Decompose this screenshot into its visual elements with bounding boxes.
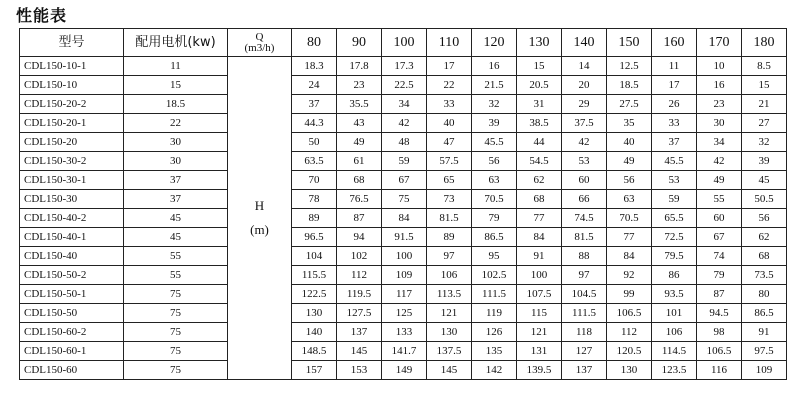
power-cell: 55 — [124, 247, 228, 266]
head-value-cell: 102.5 — [472, 266, 517, 285]
head-value-cell: 84 — [382, 209, 427, 228]
head-value-cell: 91 — [742, 323, 787, 342]
head-value-cell: 34 — [697, 133, 742, 152]
head-value-cell: 113.5 — [427, 285, 472, 304]
head-value-cell: 53 — [562, 152, 607, 171]
head-value-cell: 86.5 — [742, 304, 787, 323]
power-cell: 37 — [124, 171, 228, 190]
head-value-cell: 49 — [607, 152, 652, 171]
model-cell: CDL150-50-1 — [20, 285, 124, 304]
head-value-cell: 43 — [337, 114, 382, 133]
power-cell: 18.5 — [124, 95, 228, 114]
table-row — [20, 342, 787, 361]
head-value-cell: 70.5 — [472, 190, 517, 209]
table-row — [20, 247, 787, 266]
head-value-cell: 100 — [517, 266, 562, 285]
model-cell: CDL150-50 — [20, 304, 124, 323]
head-value-cell: 68 — [517, 190, 562, 209]
head-value-cell: 112 — [607, 323, 652, 342]
head-value-cell: 89 — [427, 228, 472, 247]
head-value-cell: 96.5 — [292, 228, 337, 247]
head-value-cell: 66 — [562, 190, 607, 209]
head-value-cell: 106 — [652, 323, 697, 342]
head-value-cell: 53 — [652, 171, 697, 190]
column-header-flow-value: 90 — [337, 29, 382, 57]
head-value-cell: 63 — [607, 190, 652, 209]
head-value-cell: 14 — [562, 57, 607, 76]
head-value-cell: 73.5 — [742, 266, 787, 285]
head-value-cell: 63.5 — [292, 152, 337, 171]
head-value-cell: 49 — [337, 133, 382, 152]
head-value-cell: 79 — [697, 266, 742, 285]
head-value-cell: 95 — [472, 247, 517, 266]
head-value-cell: 8.5 — [742, 57, 787, 76]
head-value-cell: 54.5 — [517, 152, 562, 171]
head-value-cell: 22 — [427, 76, 472, 95]
power-cell: 45 — [124, 209, 228, 228]
head-value-cell: 81.5 — [562, 228, 607, 247]
head-value-cell: 17 — [427, 57, 472, 76]
power-cell: 15 — [124, 76, 228, 95]
head-value-cell: 84 — [517, 228, 562, 247]
head-value-cell: 137.5 — [427, 342, 472, 361]
power-cell: 75 — [124, 304, 228, 323]
head-value-cell: 112 — [337, 266, 382, 285]
head-value-cell: 16 — [697, 76, 742, 95]
head-value-cell: 68 — [742, 247, 787, 266]
head-value-cell: 93.5 — [652, 285, 697, 304]
head-value-cell: 99 — [607, 285, 652, 304]
head-value-cell: 137 — [562, 361, 607, 380]
column-header-flow-value: 150 — [607, 29, 652, 57]
column-header-flow-value: 140 — [562, 29, 607, 57]
head-value-cell: 120.5 — [607, 342, 652, 361]
head-value-cell: 37.5 — [562, 114, 607, 133]
table-row — [20, 95, 787, 114]
column-header-flow-value: 170 — [697, 29, 742, 57]
head-value-cell: 56 — [607, 171, 652, 190]
model-cell: CDL150-30-2 — [20, 152, 124, 171]
table-row — [20, 209, 787, 228]
head-value-cell: 91 — [517, 247, 562, 266]
model-cell: CDL150-20-2 — [20, 95, 124, 114]
head-value-cell: 131 — [517, 342, 562, 361]
table-row — [20, 76, 787, 95]
head-value-cell: 17.3 — [382, 57, 427, 76]
model-cell: CDL150-20 — [20, 133, 124, 152]
head-value-cell: 121 — [517, 323, 562, 342]
head-value-cell: 57.5 — [427, 152, 472, 171]
head-value-cell: 17.8 — [337, 57, 382, 76]
head-value-cell: 115.5 — [292, 266, 337, 285]
model-cell: CDL150-20-1 — [20, 114, 124, 133]
head-value-cell: 80 — [742, 285, 787, 304]
table-row — [20, 171, 787, 190]
head-value-cell: 74 — [697, 247, 742, 266]
power-cell: 45 — [124, 228, 228, 247]
head-value-cell: 59 — [652, 190, 697, 209]
head-value-cell: 77 — [517, 209, 562, 228]
head-value-cell: 79.5 — [652, 247, 697, 266]
head-value-cell: 62 — [742, 228, 787, 247]
head-value-cell: 130 — [292, 304, 337, 323]
head-value-cell: 33 — [427, 95, 472, 114]
head-value-cell: 42 — [697, 152, 742, 171]
model-cell: CDL150-60-2 — [20, 323, 124, 342]
head-value-cell: 109 — [742, 361, 787, 380]
head-value-cell: 67 — [697, 228, 742, 247]
power-cell: 30 — [124, 133, 228, 152]
head-value-cell: 44.3 — [292, 114, 337, 133]
head-value-cell: 98 — [697, 323, 742, 342]
head-value-cell: 18.5 — [607, 76, 652, 95]
head-value-cell: 47 — [427, 133, 472, 152]
head-value-cell: 97 — [427, 247, 472, 266]
head-value-cell: 94.5 — [697, 304, 742, 323]
head-value-cell: 29 — [562, 95, 607, 114]
model-cell: CDL150-60 — [20, 361, 124, 380]
power-cell: 55 — [124, 266, 228, 285]
head-value-cell: 106.5 — [697, 342, 742, 361]
table-row — [20, 304, 787, 323]
model-cell: CDL150-40 — [20, 247, 124, 266]
head-value-cell: 50 — [292, 133, 337, 152]
head-value-cell: 55 — [697, 190, 742, 209]
head-value-cell: 145 — [337, 342, 382, 361]
head-value-cell: 145 — [427, 361, 472, 380]
table-row — [20, 133, 787, 152]
head-value-cell: 21 — [742, 95, 787, 114]
table-row — [20, 323, 787, 342]
head-value-cell: 72.5 — [652, 228, 697, 247]
column-header-flow-value: 120 — [472, 29, 517, 57]
head-value-cell: 35 — [607, 114, 652, 133]
head-value-cell: 22.5 — [382, 76, 427, 95]
head-value-cell: 78 — [292, 190, 337, 209]
power-cell: 75 — [124, 285, 228, 304]
head-value-cell: 35.5 — [337, 95, 382, 114]
head-value-cell: 142 — [472, 361, 517, 380]
power-cell: 75 — [124, 342, 228, 361]
head-value-cell: 65 — [427, 171, 472, 190]
model-cell: CDL150-60-1 — [20, 342, 124, 361]
column-header-flow-value: 130 — [517, 29, 562, 57]
head-value-cell: 76.5 — [337, 190, 382, 209]
head-value-cell: 38.5 — [517, 114, 562, 133]
head-value-cell: 37 — [652, 133, 697, 152]
head-value-cell: 116 — [697, 361, 742, 380]
head-value-cell: 88 — [562, 247, 607, 266]
head-value-cell: 122.5 — [292, 285, 337, 304]
head-value-cell: 20 — [562, 76, 607, 95]
head-value-cell: 119.5 — [337, 285, 382, 304]
head-value-cell: 49 — [697, 171, 742, 190]
head-value-cell: 20.5 — [517, 76, 562, 95]
page-title: 性能表 — [16, 6, 68, 25]
head-value-cell: 94 — [337, 228, 382, 247]
head-value-cell: 86.5 — [472, 228, 517, 247]
head-value-cell: 34 — [382, 95, 427, 114]
head-value-cell: 139.5 — [517, 361, 562, 380]
table-row — [20, 228, 787, 247]
head-value-cell: 59 — [382, 152, 427, 171]
head-value-cell: 89 — [292, 209, 337, 228]
head-value-cell: 16 — [472, 57, 517, 76]
head-value-cell: 68 — [337, 171, 382, 190]
head-value-cell: 42 — [382, 114, 427, 133]
head-value-cell: 91.5 — [382, 228, 427, 247]
head-value-cell: 97 — [562, 266, 607, 285]
head-value-cell: 27.5 — [607, 95, 652, 114]
head-value-cell: 148.5 — [292, 342, 337, 361]
head-value-cell: 81.5 — [427, 209, 472, 228]
table-row — [20, 266, 787, 285]
head-value-cell: 27 — [742, 114, 787, 133]
head-value-cell: 56 — [742, 209, 787, 228]
head-value-cell: 104 — [292, 247, 337, 266]
column-header-flow-value: 110 — [427, 29, 472, 57]
head-value-cell: 92 — [607, 266, 652, 285]
head-value-cell: 130 — [607, 361, 652, 380]
head-value-cell: 61 — [337, 152, 382, 171]
head-value-cell: 153 — [337, 361, 382, 380]
head-value-cell: 126 — [472, 323, 517, 342]
head-value-cell: 130 — [427, 323, 472, 342]
head-value-cell: 74.5 — [562, 209, 607, 228]
head-value-cell: 114.5 — [652, 342, 697, 361]
head-value-cell: 133 — [382, 323, 427, 342]
head-value-cell: 86 — [652, 266, 697, 285]
power-cell: 11 — [124, 57, 228, 76]
model-cell: CDL150-10-1 — [20, 57, 124, 76]
table-row — [20, 361, 787, 380]
head-value-cell: 32 — [472, 95, 517, 114]
table-row — [20, 190, 787, 209]
head-value-cell: 135 — [472, 342, 517, 361]
head-value-cell: 127 — [562, 342, 607, 361]
column-header-flow-value: 160 — [652, 29, 697, 57]
head-value-cell: 60 — [697, 209, 742, 228]
model-cell: CDL150-30 — [20, 190, 124, 209]
power-cell: 75 — [124, 361, 228, 380]
head-value-cell: 50.5 — [742, 190, 787, 209]
head-value-cell: 45 — [742, 171, 787, 190]
head-value-cell: 23 — [697, 95, 742, 114]
head-value-cell: 140 — [292, 323, 337, 342]
power-cell: 30 — [124, 152, 228, 171]
model-cell: CDL150-30-1 — [20, 171, 124, 190]
head-value-cell: 97.5 — [742, 342, 787, 361]
head-value-cell: 118 — [562, 323, 607, 342]
head-value-cell: 127.5 — [337, 304, 382, 323]
table-body — [20, 57, 787, 380]
head-value-cell: 149 — [382, 361, 427, 380]
table-row — [20, 57, 787, 76]
head-value-cell: 15 — [742, 76, 787, 95]
head-value-cell: 102 — [337, 247, 382, 266]
head-value-cell: 30 — [697, 114, 742, 133]
power-cell: 22 — [124, 114, 228, 133]
table-row — [20, 114, 787, 133]
head-value-cell: 23 — [337, 76, 382, 95]
head-value-cell: 106 — [427, 266, 472, 285]
head-value-cell: 62 — [517, 171, 562, 190]
head-symbol: H — [254, 198, 265, 213]
head-value-cell: 125 — [382, 304, 427, 323]
head-value-cell: 63 — [472, 171, 517, 190]
head-value-cell: 21.5 — [472, 76, 517, 95]
head-value-cell: 33 — [652, 114, 697, 133]
model-cell: CDL150-40-1 — [20, 228, 124, 247]
head-value-cell: 12.5 — [607, 57, 652, 76]
column-header-model: 型号 — [20, 29, 124, 57]
head-value-cell: 42 — [562, 133, 607, 152]
head-value-cell: 141.7 — [382, 342, 427, 361]
head-unit: (m) — [250, 222, 269, 237]
head-value-cell: 77 — [607, 228, 652, 247]
head-value-cell: 106.5 — [607, 304, 652, 323]
head-value-cell: 40 — [607, 133, 652, 152]
head-value-cell: 65.5 — [652, 209, 697, 228]
head-value-cell: 24 — [292, 76, 337, 95]
head-value-cell: 117 — [382, 285, 427, 304]
head-value-cell: 137 — [337, 323, 382, 342]
flow-unit: (m3/h) — [244, 41, 275, 54]
head-value-cell: 111.5 — [472, 285, 517, 304]
head-value-cell: 56 — [472, 152, 517, 171]
column-header-power: 配用电机(kw) — [124, 29, 228, 57]
table-row — [20, 285, 787, 304]
head-value-cell: 123.5 — [652, 361, 697, 380]
head-value-cell: 40 — [427, 114, 472, 133]
head-value-cell: 39 — [472, 114, 517, 133]
column-header-flow-value: 80 — [292, 29, 337, 57]
head-value-cell: 111.5 — [562, 304, 607, 323]
head-value-cell: 48 — [382, 133, 427, 152]
head-value-cell: 32 — [742, 133, 787, 152]
head-value-cell: 87 — [337, 209, 382, 228]
model-cell: CDL150-10 — [20, 76, 124, 95]
column-header-flow — [228, 29, 292, 57]
head-value-cell: 109 — [382, 266, 427, 285]
table-header-row — [20, 29, 787, 57]
head-label-cell — [228, 57, 292, 380]
head-value-cell: 60 — [562, 171, 607, 190]
head-value-cell: 87 — [697, 285, 742, 304]
head-value-cell: 17 — [652, 76, 697, 95]
head-value-cell: 84 — [607, 247, 652, 266]
head-value-cell: 10 — [697, 57, 742, 76]
power-cell: 75 — [124, 323, 228, 342]
head-value-cell: 121 — [427, 304, 472, 323]
head-value-cell: 70 — [292, 171, 337, 190]
head-value-cell: 37 — [292, 95, 337, 114]
head-value-cell: 26 — [652, 95, 697, 114]
head-value-cell: 101 — [652, 304, 697, 323]
head-value-cell: 31 — [517, 95, 562, 114]
column-header-flow-value: 180 — [742, 29, 787, 57]
table-row — [20, 152, 787, 171]
flow-symbol: Q — [255, 30, 264, 43]
head-value-cell: 44 — [517, 133, 562, 152]
head-value-cell: 67 — [382, 171, 427, 190]
head-value-cell: 15 — [517, 57, 562, 76]
head-value-cell: 11 — [652, 57, 697, 76]
head-value-cell: 18.3 — [292, 57, 337, 76]
head-value-cell: 79 — [472, 209, 517, 228]
column-header-flow-value: 100 — [382, 29, 427, 57]
performance-table — [19, 28, 787, 380]
head-value-cell: 73 — [427, 190, 472, 209]
head-value-cell: 70.5 — [607, 209, 652, 228]
head-value-cell: 107.5 — [517, 285, 562, 304]
head-value-cell: 75 — [382, 190, 427, 209]
model-cell: CDL150-40-2 — [20, 209, 124, 228]
head-value-cell: 100 — [382, 247, 427, 266]
head-value-cell: 119 — [472, 304, 517, 323]
head-value-cell: 45.5 — [652, 152, 697, 171]
power-cell: 37 — [124, 190, 228, 209]
head-value-cell: 45.5 — [472, 133, 517, 152]
model-cell: CDL150-50-2 — [20, 266, 124, 285]
head-value-cell: 39 — [742, 152, 787, 171]
head-value-cell: 115 — [517, 304, 562, 323]
head-value-cell: 104.5 — [562, 285, 607, 304]
head-value-cell: 157 — [292, 361, 337, 380]
